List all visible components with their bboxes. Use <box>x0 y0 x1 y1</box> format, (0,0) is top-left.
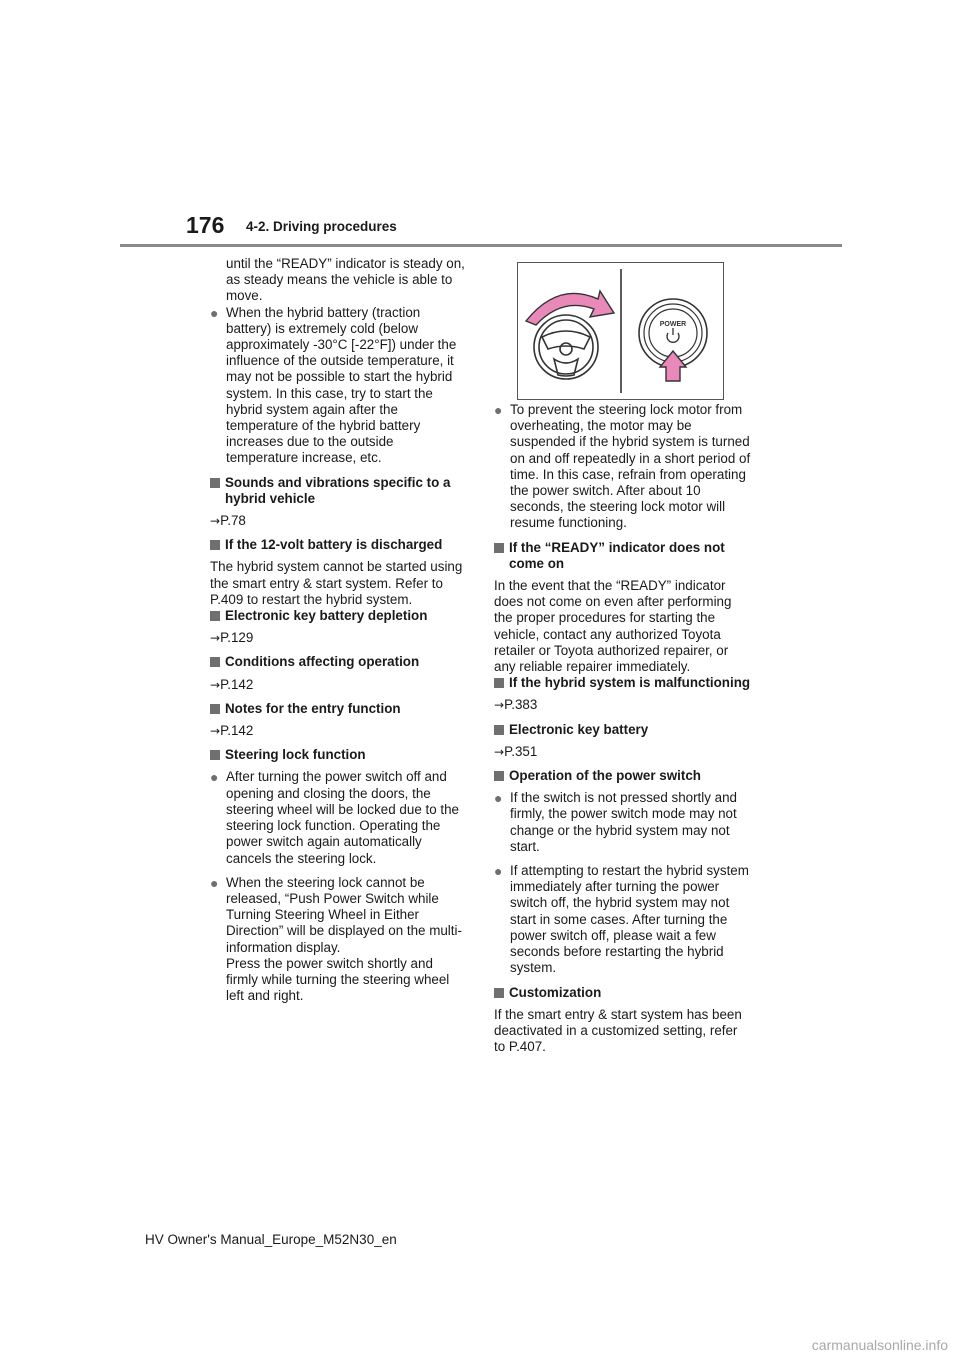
arrow-icon: → <box>494 698 505 713</box>
square-bullet-icon <box>210 704 220 714</box>
heading-conditions: Conditions affecting operation <box>210 654 468 670</box>
square-bullet-icon <box>210 611 220 621</box>
page-reference[interactable]: →P.383 <box>494 697 538 713</box>
bullet-operation-2: ● If attempting to restart the hybrid system immediately after turning the power switch off, the hybrid system may not start in some cases. After turning the power switch off, please wait a few seconds before restarting the hybrid system. <box>494 863 749 976</box>
heading-entry: Notes for the entry function <box>210 701 468 717</box>
bullet-steering-2: ● When the steering lock cannot be released, “Push Power Switch while Turning Steering Wheel in Either Direction” will be displayed on the multi-information display. Press the power switch shortly and firmly while turning the steering wheel left and right. <box>210 874 462 1004</box>
square-bullet-icon <box>210 540 220 550</box>
heading-ready: If the “READY” indicator does not come on <box>494 540 752 572</box>
arrow-icon: → <box>210 631 221 646</box>
page-reference[interactable]: →P.142 <box>210 676 254 692</box>
heading-power-switch-operation: Operation of the power switch <box>494 768 752 784</box>
steering-wheel-icon <box>534 315 598 379</box>
paragraph-12v: The hybrid system cannot be started using the smart entry & start system. Refer to P.409 to restart the hybrid system. <box>210 559 463 607</box>
illustration-svg <box>518 263 723 399</box>
square-bullet-icon <box>210 478 220 488</box>
page-reference[interactable]: →P.351 <box>494 743 538 759</box>
continuation-text: until the “READY” indicator is steady on, as steady means the vehicle is able to move. <box>226 256 465 304</box>
footer-manual-id: HV Owner's Manual_Europe_M52N30_en <box>145 1232 397 1247</box>
header-rule <box>120 244 842 247</box>
bullet-icon: ● <box>210 874 219 891</box>
bullet-icon: ● <box>494 790 503 807</box>
steering-power-switch-illustration <box>517 262 724 400</box>
square-bullet-icon <box>494 988 504 998</box>
page-reference[interactable]: →P.78 <box>210 513 246 529</box>
bullet-icon: ● <box>494 402 503 418</box>
power-button-label: POWER <box>659 321 687 328</box>
arrow-icon: → <box>494 744 505 759</box>
paragraph-customization: If the smart entry & start system has been deactivated in a customized setting, refer to P.407. <box>494 1006 742 1055</box>
square-bullet-icon <box>210 750 220 760</box>
bullet-icon: ● <box>494 863 503 880</box>
bullet-steering-1: ● After turning the power switch off and opening and closing the doors, the steering wheel will be locked due to the steering lock function. Operating the power switch again automatically cancels the steering lock. <box>210 769 459 866</box>
page-reference[interactable]: →P.129 <box>210 630 254 646</box>
square-bullet-icon <box>494 771 504 781</box>
arrow-icon: → <box>210 514 221 529</box>
bullet-icon: ● <box>210 769 219 786</box>
square-bullet-icon <box>494 678 504 688</box>
bullet-steering-motor: ● To prevent the steering lock motor from overheating, the motor may be suspended if the hybrid system is turned on and off repeatedly in a short period of time. In this case, refrain from operating the power switch. After about 10 seconds, the steering lock motor will resume functioning. <box>494 402 751 531</box>
heading-steering-lock: Steering lock function <box>210 747 468 763</box>
page-reference[interactable]: →P.142 <box>210 723 254 739</box>
bullet-icon: ● <box>210 304 219 321</box>
page-number: 176 <box>186 212 225 238</box>
heading-electronic-key-battery: Electronic key battery <box>494 722 752 738</box>
square-bullet-icon <box>210 657 220 667</box>
heading-key-battery: Electronic key battery depletion <box>210 608 468 624</box>
right-column <box>494 402 752 1055</box>
paragraph-ready: In the event that the “READY” indicator does not come on even after performing the proper procedures for starting the vehicle, contact any authorized Toyota retailer or Toyota authorized repairer, or any reliable repairer immediately. <box>494 578 732 675</box>
heading-malfunction: If the hybrid system is malfunctioning <box>494 675 752 691</box>
square-bullet-icon <box>494 543 504 553</box>
section-title: 4-2. Driving procedures <box>246 219 397 234</box>
square-bullet-icon <box>494 725 504 735</box>
bullet-cold-battery: ● When the hybrid battery (traction battery) is extremely cold (below approximately -30°C [-22°F]) under the influence of the outside temperature, it may not be possible to start the hybrid system. In this case, try to start the hybrid system again after the temperature of the hybrid battery increases due to the outside temperature increase, etc. <box>210 304 457 466</box>
watermark: carmanualsonline.info <box>811 1337 948 1353</box>
bullet-operation-1: ● If the switch is not pressed shortly and firmly, the power switch mode may not change or the hybrid system may not start. <box>494 790 738 854</box>
heading-12v: If the 12-volt battery is discharged <box>210 537 468 553</box>
left-column <box>210 256 468 1012</box>
heading-customization: Customization <box>494 985 752 1001</box>
heading-sounds: Sounds and vibrations specific to a hybrid vehicle <box>210 475 468 507</box>
arrow-icon: → <box>210 724 221 739</box>
arrow-icon: → <box>210 677 221 692</box>
